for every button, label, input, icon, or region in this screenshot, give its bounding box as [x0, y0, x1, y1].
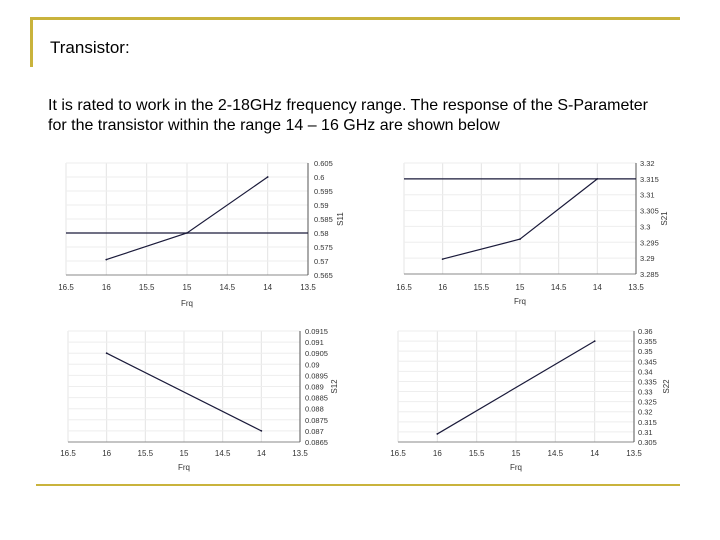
s22-y-tick-label: 0.34	[638, 367, 653, 377]
s22-y-tick-label: 0.335	[638, 377, 657, 387]
s12-y-tick-label: 0.091	[305, 338, 324, 348]
s22-y-tick-label: 0.35	[638, 347, 653, 357]
s11-y-axis-label: S11	[336, 212, 345, 226]
s12-x-tick-label: 14.5	[214, 449, 231, 458]
s21-x-tick-label: 15	[515, 283, 525, 292]
s22-y-tick-label: 0.315	[638, 417, 657, 427]
s22-y-tick-label: 0.31	[638, 427, 653, 437]
s12-x-tick-label: 14	[256, 449, 266, 458]
s22-x-tick-label: 14.5	[547, 449, 564, 458]
s22-x-axis-label: Frq	[510, 463, 522, 472]
s11-y-tick-label: 0.58	[314, 229, 329, 238]
s21-y-tick-label: 3.3	[640, 222, 651, 232]
s11-y-tick-label: 0.605	[314, 159, 333, 168]
s11-y-tick-label: 0.565	[314, 271, 333, 280]
s21-y-tick-label: 3.285	[640, 270, 659, 279]
s21-x-tick-label: 16	[438, 283, 448, 292]
s11-y-tick-label: 0.595	[314, 187, 333, 196]
s21-x-tick-label: 14	[592, 283, 602, 292]
s11-y-tick-label: 0.6	[314, 173, 325, 182]
s22-x-tick-label: 15.5	[468, 449, 485, 458]
s22-x-tick-label: 16	[432, 449, 442, 458]
s21-y-tick-label: 3.32	[640, 159, 655, 168]
s11-x-tick-label: 14.5	[219, 283, 236, 292]
s12-x-tick-label: 13.5	[292, 449, 308, 458]
s12-y-tick-label: 0.088	[305, 404, 324, 414]
s22-y-tick-label: 0.32	[638, 407, 653, 417]
s11-x-tick-label: 14	[263, 283, 273, 292]
s12-y-tick-label: 0.0875	[305, 415, 328, 425]
s22-y-tick-label: 0.345	[638, 357, 657, 367]
s21-y-tick-label: 3.31	[640, 190, 655, 200]
s21-x-tick-label: 15.5	[473, 283, 490, 292]
s22-x-tick-label: 13.5	[626, 449, 642, 458]
s12-y-tick-label: 0.0885	[305, 393, 328, 403]
s12-y-tick-label: 0.087	[305, 426, 324, 436]
s11-y-tick-label: 0.585	[314, 215, 333, 224]
s11-y-tick-label: 0.57	[314, 257, 329, 266]
s21-y-tick-label: 3.29	[640, 254, 655, 264]
s22-x-tick-label: 15	[511, 449, 521, 458]
s11-x-tick-label: 16.5	[58, 283, 74, 292]
s12-y-tick-label: 0.09	[305, 360, 320, 370]
s11-y-tick-label: 0.59	[314, 201, 329, 210]
s21-y-tick-label: 3.305	[640, 206, 659, 216]
s12-y-axis-label: S12	[330, 379, 339, 394]
s22-y-tick-label: 0.355	[638, 337, 657, 347]
slide-title: Transistor:	[50, 38, 130, 57]
s12-y-tick-label: 0.0895	[305, 371, 328, 381]
s21-y-tick-label: 3.295	[640, 238, 659, 248]
s21-y-axis-label: S21	[660, 211, 669, 226]
s12-y-tick-label: 0.089	[305, 382, 324, 392]
s12-x-tick-label: 15	[179, 449, 189, 458]
s12-y-tick-label: 0.0915	[305, 327, 328, 336]
s12-y-tick-label: 0.0905	[305, 349, 328, 359]
s12-x-tick-label: 16.5	[60, 449, 76, 458]
s11-y-tick-label: 0.575	[314, 243, 333, 252]
s22-x-tick-label: 16.5	[390, 449, 406, 458]
s22-y-tick-label: 0.325	[638, 397, 657, 407]
s22-data-point	[594, 340, 596, 342]
s21-x-tick-label: 13.5	[628, 283, 644, 292]
s22-y-tick-label: 0.33	[638, 387, 653, 397]
s11-x-tick-label: 15	[182, 283, 192, 292]
s21-x-tick-label: 14.5	[550, 283, 567, 292]
s12-x-tick-label: 16	[102, 449, 112, 458]
body-text: It is rated to work in the 2-18GHz frequency range. The response of the S-Parameter for the transistor within the range 14 – 16 GHz are shown below	[48, 97, 649, 134]
s11-x-axis-label: Frq	[181, 299, 193, 308]
s12-y-tick-label: 0.0865	[305, 438, 328, 447]
s12-x-tick-label: 15.5	[137, 449, 154, 458]
s12-x-axis-label: Frq	[178, 463, 190, 472]
s21-y-tick-label: 3.315	[640, 174, 659, 184]
s22-data-point	[436, 433, 438, 435]
s22-x-tick-label: 14	[590, 449, 600, 458]
s11-x-tick-label: 13.5	[300, 283, 316, 292]
s11-x-tick-label: 16	[101, 283, 111, 292]
s11-x-tick-label: 15.5	[138, 283, 155, 292]
s22-y-tick-label: 0.36	[638, 327, 653, 336]
s22-y-tick-label: 0.305	[638, 438, 657, 447]
s21-x-tick-label: 16.5	[396, 283, 412, 292]
s21-x-axis-label: Frq	[514, 297, 526, 306]
s22-y-axis-label: S22	[662, 379, 671, 394]
